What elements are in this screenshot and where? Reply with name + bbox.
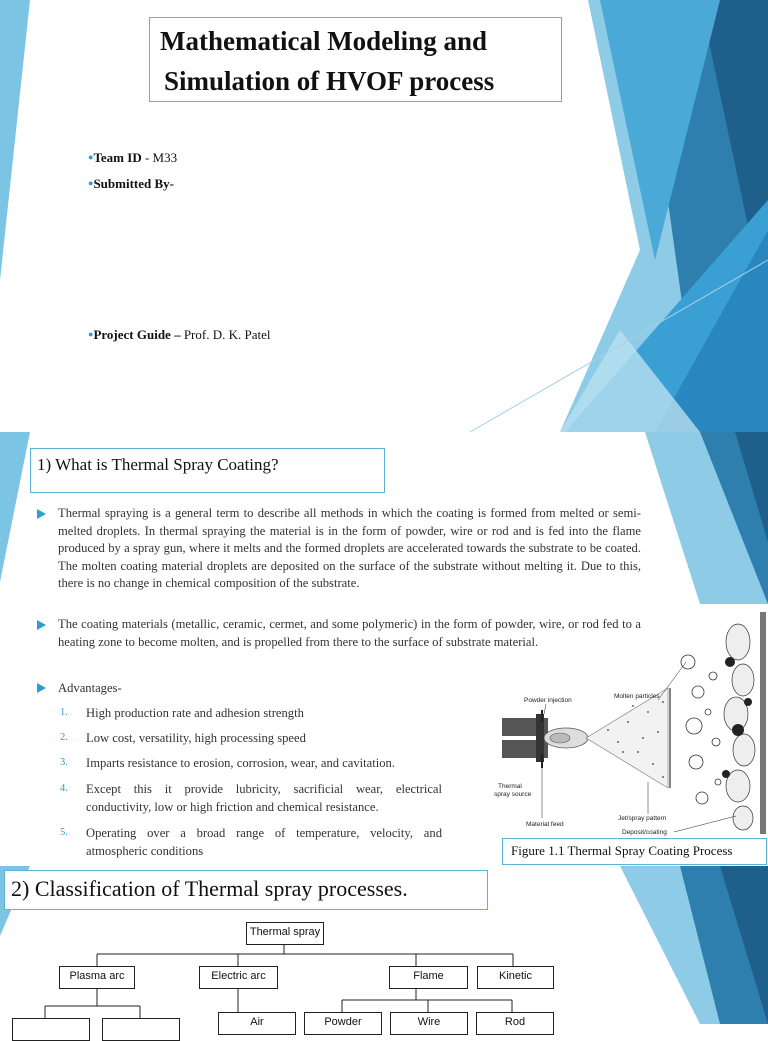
advantage-text: Except this it provide lubricity, sacrificial wear, electrical conductivity, low or high friction and chemical resistance. — [86, 782, 442, 814]
advantage-number: 4. — [60, 783, 68, 794]
classification-slide — [0, 866, 768, 1028]
classification-tree-lines — [0, 866, 768, 1024]
title-slide — [0, 0, 768, 432]
bullet-dot-icon: ● — [88, 152, 94, 162]
label-molten-particles: Molten particles — [614, 693, 660, 700]
title-line-1: Mathematical Modeling and — [160, 26, 487, 56]
tree-node-flame: Flame — [389, 966, 468, 989]
project-guide-line — [88, 327, 271, 343]
team-id-label: Team ID — [93, 150, 142, 165]
advantage-text: Operating over a broad range of temperature, velocity, and atmospheric conditions — [86, 826, 442, 858]
advantage-text: Imparts resistance to erosion, corrosion, wear, and cavitation. — [86, 756, 395, 770]
advantages-label: Advantages- — [58, 681, 122, 695]
tree-node-electric-arc: Electric arc — [199, 966, 278, 989]
figure-caption: Figure 1.1 Thermal Spray Coating Process — [511, 843, 733, 858]
advantage-item — [60, 824, 442, 864]
tree-node-plasma-arc: Plasma arc — [59, 966, 135, 989]
label-material-feed: Material feed — [526, 821, 564, 828]
bullet-arrow-icon — [37, 509, 46, 519]
project-guide-label: Project Guide – — [93, 327, 181, 342]
advantage-number: 3. — [60, 757, 68, 768]
team-id-value: - M33 — [141, 150, 178, 165]
bullet-arrow-icon — [37, 683, 46, 693]
label-deposit-coating: Deposit/coating — [622, 829, 667, 836]
paragraph-coating-materials: The coating materials (metallic, ceramic, cermet, and some polymeric) in the form of powder, wire, or rod fed to a heating zone to become molten, and is propelled from there to the surface of substrate material. — [58, 617, 641, 649]
submitted-by-line — [88, 176, 174, 192]
tree-node-thermal-spray: Thermal spray — [246, 922, 324, 945]
bullet-dot-icon: ● — [88, 329, 94, 339]
advantage-number: 2. — [60, 732, 68, 743]
tree-node-kinetic: Kinetic — [477, 966, 554, 989]
tree-node-plasma-child-1 — [12, 1018, 90, 1041]
bullet-arrow-icon — [37, 620, 46, 630]
bullet-dot-icon: ● — [88, 178, 94, 188]
tree-node-powder: Powder — [304, 1012, 382, 1035]
thermal-spray-slide — [0, 432, 768, 866]
title-box — [149, 17, 562, 102]
advantage-number: 5. — [60, 827, 68, 838]
section-heading-box — [30, 448, 385, 493]
title-line-2: Simulation of HVOF process — [164, 66, 495, 96]
tree-node-wire: Wire — [390, 1012, 468, 1035]
section-heading: 2) Classification of Thermal spray processes. — [11, 876, 408, 901]
label-jet-spray-pattern: Jet/spray pattern — [618, 815, 667, 822]
advantage-item — [60, 729, 442, 749]
tree-node-rod: Rod — [476, 1012, 554, 1035]
advantage-text: High production rate and adhesion strength — [86, 706, 304, 720]
team-id-line — [88, 150, 177, 166]
thermal-spray-figure — [494, 602, 768, 836]
tree-node-air: Air — [218, 1012, 296, 1035]
advantage-number: 1. — [60, 707, 68, 718]
submitted-by-label: Submitted By- — [93, 176, 174, 191]
label-spray-source: spray source — [494, 791, 532, 798]
project-guide-value: Prof. D. K. Patel — [180, 327, 271, 342]
advantage-item — [60, 704, 442, 724]
advantage-item — [60, 754, 442, 774]
advantage-text: Low cost, versatility, high processing speed — [86, 731, 306, 745]
figure-caption-box — [502, 838, 767, 865]
section-heading: 1) What is Thermal Spray Coating? — [37, 455, 279, 474]
label-thermal: Thermal — [498, 783, 522, 790]
paragraph-definition: Thermal spraying is a general term to describe all methods in which the coating is formed from melted or semi-melted droplets. In thermal spraying the material is in the form of powder, wire or rod and is fed into the flame produced by a spray gun, where it melts and the formed droplets are accelerated towards the substrate to be coated. The molten coating material droplets are deposited on the surface of the substrate without melting it. Due to this, there is no change in chemical composition of the substrate. — [58, 506, 641, 591]
label-powder-injection: Powder injection — [524, 697, 572, 704]
tree-node-plasma-child-2 — [102, 1018, 180, 1041]
advantage-item — [60, 780, 442, 820]
